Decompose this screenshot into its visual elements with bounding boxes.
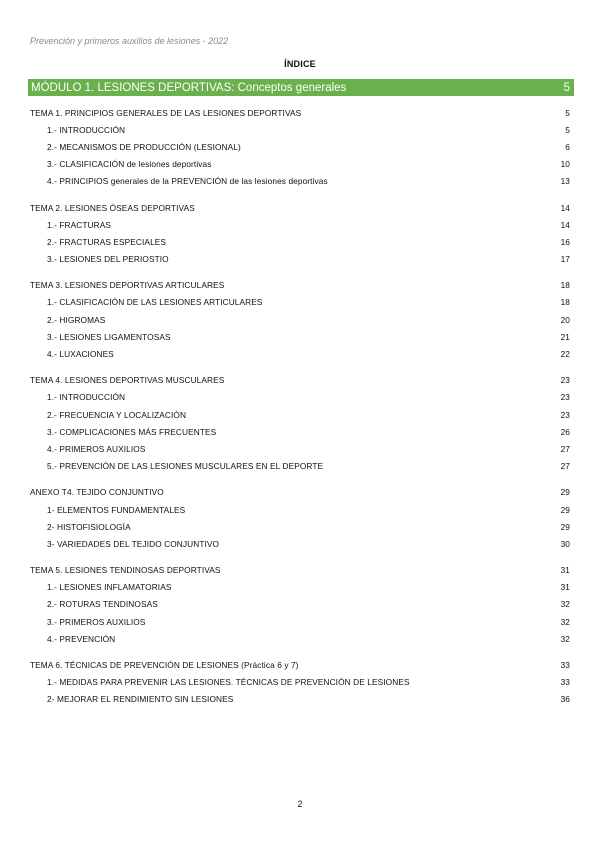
toc-subentry[interactable]: [30, 294, 570, 311]
toc-page-number: 14: [560, 202, 570, 213]
toc-subentry[interactable]: [30, 501, 570, 518]
toc-page-number: 30: [560, 538, 570, 549]
toc-subentry-label: 1- ELEMENTOS FUNDAMENTALES: [47, 504, 186, 515]
toc-subentry-label: 1.- INTRODUCCIÓN: [47, 124, 126, 135]
toc-page-number: 31: [560, 582, 570, 593]
toc-page-number: 27: [560, 461, 570, 472]
toc-subentry[interactable]: [30, 613, 570, 630]
toc-page-number: 20: [560, 314, 570, 325]
toc-chapter-entry[interactable]: [30, 484, 570, 501]
toc-chapter-title: TEMA 4. LESIONES DEPORTIVAS MUSCULARES: [30, 375, 225, 386]
toc-section: [30, 277, 570, 363]
toc-subentry-label: 3.- PRIMEROS AUXILIOS: [47, 616, 146, 627]
toc-page-number: 23: [560, 375, 570, 386]
toc-page-number: 6: [565, 141, 570, 152]
toc-subentry[interactable]: [30, 156, 570, 173]
toc-subentry[interactable]: [30, 579, 570, 596]
toc-subentry-label: 2.- FRACTURAS ESPECIALES: [47, 236, 167, 247]
toc-subentry[interactable]: [30, 389, 570, 406]
toc-page-number: 17: [560, 254, 570, 265]
toc-section: [30, 484, 570, 553]
toc-subentry-label: 2.- MECANISMOS DE PRODUCCIÓN (LESIONAL): [47, 141, 241, 152]
toc-subentry-label: 5.- PREVENCIÓN DE LAS LESIONES MUSCULARES EN EL DEPORTE: [47, 461, 324, 472]
toc-page-number: 5: [565, 107, 570, 118]
toc-subentry-label: 1.- INTRODUCCIÓN: [47, 392, 126, 403]
toc-subentry[interactable]: [30, 518, 570, 535]
toc-page-number: 22: [560, 349, 570, 360]
toc-subentry[interactable]: [30, 674, 570, 691]
toc-subentry[interactable]: [30, 535, 570, 552]
toc-subentry[interactable]: [30, 440, 570, 457]
toc-subentry-label: 2.- FRECUENCIA Y LOCALIZACIÓN: [47, 409, 187, 420]
toc-page-number: 18: [560, 297, 570, 308]
page-number: 2: [297, 799, 303, 809]
toc-subentry[interactable]: [30, 406, 570, 423]
toc-section: [30, 199, 570, 268]
toc-subentry-label: 1.- MEDIDAS PARA PREVENIR LAS LESIONES. TÉCNICAS DE PREVENCIÓN DE LESIONES: [47, 677, 410, 688]
toc-subentry[interactable]: [30, 328, 570, 345]
toc-chapter-title: TEMA 3. LESIONES DEPORTIVAS ARTICULARES: [30, 280, 225, 291]
toc-page-number: 14: [560, 219, 570, 230]
toc-subentry[interactable]: [30, 251, 570, 268]
toc-chapter-title: TEMA 2. LESIONES ÓSEAS DEPORTIVAS: [30, 202, 195, 213]
toc-subentry-label: 2.- ROTURAS TENDINOSAS: [47, 599, 158, 610]
toc-page-number: 18: [560, 280, 570, 291]
toc-subentry-label: 3- VARIEDADES DEL TEJIDO CONJUNTIVO: [47, 538, 220, 549]
toc-subentry-label: 1.- CLASIFICACIÓN DE LAS LESIONES ARTICULARES: [47, 297, 263, 308]
toc-chapter-title: TEMA 6. TÉCNICAS DE PREVENCIÓN DE LESIONES (Práctica 6 y 7): [30, 660, 299, 671]
toc-chapter-title: ANEXO T4. TEJIDO CONJUNTIVO: [30, 487, 164, 498]
toc-subentry[interactable]: [30, 311, 570, 328]
toc-page-number: 21: [560, 331, 570, 342]
toc-subentry-label: 4.- PRIMEROS AUXILIOS: [47, 443, 146, 454]
toc-subentry-label: 2- MEJORAR EL RENDIMIENTO SIN LESIONES: [47, 694, 234, 705]
toc-section: [30, 372, 570, 475]
toc-subentry-label: 4.- PRINCIPIOS generales de la PREVENCIÓN de las lesiones deportivas: [47, 176, 328, 187]
toc-page-number: 5: [565, 124, 570, 135]
toc-page-number: 10: [560, 159, 570, 170]
toc-subentry-label: 4.- PREVENCIÓN: [47, 633, 116, 644]
toc-page-number: 29: [560, 504, 570, 515]
toc-chapter-entry[interactable]: [30, 372, 570, 389]
toc-section: [30, 562, 570, 648]
table-of-contents: [30, 104, 570, 717]
toc-subentry[interactable]: [30, 458, 570, 475]
toc-page-number: 29: [560, 487, 570, 498]
toc-subentry-label: 2- HISTOFISIOLOGÍA: [47, 521, 131, 532]
toc-page-number: 33: [560, 677, 570, 688]
toc-page-number: 31: [560, 565, 570, 576]
toc-chapter-entry[interactable]: [30, 277, 570, 294]
toc-subentry[interactable]: [30, 121, 570, 138]
toc-page-number: 26: [560, 426, 570, 437]
toc-subentry-label: 3.- LESIONES LIGAMENTOSAS: [47, 331, 171, 342]
toc-chapter-entry[interactable]: [30, 656, 570, 673]
toc-subentry[interactable]: [30, 691, 570, 708]
toc-chapter-title: TEMA 1. PRINCIPIOS GENERALES DE LAS LESIONES DEPORTIVAS: [30, 107, 302, 118]
running-header: Prevención y primeros auxilios de lesiones - 2022: [30, 36, 229, 46]
toc-subentry[interactable]: [30, 216, 570, 233]
toc-subentry-label: 1.- FRACTURAS: [47, 219, 111, 230]
toc-chapter-entry[interactable]: [30, 562, 570, 579]
toc-page-number: 36: [560, 694, 570, 705]
toc-subentry[interactable]: [30, 173, 570, 190]
toc-subentry-label: 3.- COMPLICACIONES MÁS FRECUENTES: [47, 426, 217, 437]
toc-section: [30, 104, 570, 190]
toc-subentry-label: 3.- LESIONES DEL PERIOSTIO: [47, 254, 169, 265]
toc-chapter-entry[interactable]: [30, 199, 570, 216]
toc-page-number: 32: [560, 599, 570, 610]
toc-subentry[interactable]: [30, 138, 570, 155]
toc-chapter-title: TEMA 5. LESIONES TENDINOSAS DEPORTIVAS: [30, 565, 221, 576]
toc-subentry[interactable]: [30, 630, 570, 647]
toc-subentry[interactable]: [30, 345, 570, 362]
module-title: MÓDULO 1. LESIONES DEPORTIVAS: Conceptos generales: [31, 81, 347, 94]
toc-page-number: 29: [560, 521, 570, 532]
toc-subentry[interactable]: [30, 233, 570, 250]
toc-subentry-label: 4.- LUXACIONES: [47, 349, 114, 360]
toc-page-number: 13: [560, 176, 570, 187]
toc-subentry-label: 2.- HIGROMAS: [47, 314, 106, 325]
toc-page-number: 16: [560, 236, 570, 247]
toc-page-number: 27: [560, 443, 570, 454]
module-page-number: 5: [563, 81, 570, 94]
toc-subentry[interactable]: [30, 423, 570, 440]
toc-subentry[interactable]: [30, 596, 570, 613]
toc-chapter-entry[interactable]: [30, 104, 570, 121]
toc-page-number: 32: [560, 633, 570, 644]
toc-subentry-label: 3.- CLASIFICACIÓN de lesiones deportivas: [47, 159, 212, 170]
index-title: ÍNDICE: [284, 59, 316, 69]
toc-page-number: 23: [560, 392, 570, 403]
toc-subentry-label: 1.- LESIONES INFLAMATORIAS: [47, 582, 172, 593]
toc-page-number: 32: [560, 616, 570, 627]
toc-section: [30, 656, 570, 708]
module-heading[interactable]: [28, 79, 574, 96]
toc-page-number: 33: [560, 660, 570, 671]
toc-page-number: 23: [560, 409, 570, 420]
